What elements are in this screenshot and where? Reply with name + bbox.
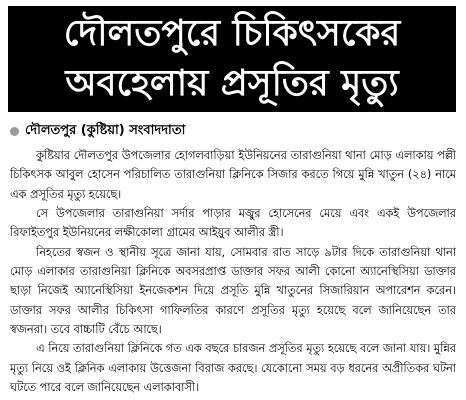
bullet-icon [10,127,19,136]
paragraph: কুষ্টিয়ার দৌলতপুর উপজেলার হোগলবাড়িয়া ইউনিয়নের তারাগুনিয়া থানা মোড় এলাকায় পল্লী চিকিৎসক আবুল হোসেন পরিচালিত তারাগুনিয়া ক্লিনিকে সিজার করতে গিয়ে মুন্নি খাতুন (২৪) নামে এক প্রসূতির মৃত্যু হয়েছে। [10,149,456,201]
paragraph: নিহতের স্বজন ও স্থানীয় সূত্রে জানা যায়, সোমবার রাত সাড়ে ৯টার দিকে তারাগুনিয়া থানা মোড় এলাকার তারাগুনিয়া ক্লিনিকে অবসরপ্রাপ্ত ডাক্তার সফর আলী কোনো অ্যানেস্থিসিয়া ডাক্তার ছাড়া নিজেই অ্যানেস্থিসিয়া ইনজেকশন দিয়ে প্রসূতি মুন্নি খাতুনের সিজারিয়ান অপারেশন করেন। ডাক্তার সফর আলীর চিকিৎসা গাফিলতির কারণে প্রসূতির মৃত্যু হয়েছে বলে জানিয়েছেন তার স্বজনরা। তবে বাচ্চাটি বেঁচে আছে। [10,245,456,337]
paragraph: সে উপজেলার তারাগুনিয়া সর্দার পাড়ার মজ্বুর হোসেনের মেয়ে এবং একই উপজেলার রিফাইতপুর ইউনিয়নের লক্ষীকোলা গ্রামের আইয়ুব আলীর স্ত্রী। [10,207,456,240]
byline-row [10,121,456,141]
headline-line-2: অবহেলায় প্রসূতির মৃত্যু [65,63,399,104]
headline-line-1: দৌলতপুরে চিকিৎসকের [63,13,401,54]
headline-box [8,6,456,112]
article-body [10,146,456,396]
paragraph: এ নিয়ে তারাগুনিয়া ক্লিনিকে গত এক বছরে চারজন প্রসূতির মৃত্যু হয়েছে বলে জানা যায়। মুন্নির মৃত্যু নিয়ে ওই ক্লিনিক এলাকায় উত্তেজনা বিরাজ করছে। যেকোনো সময় বড় ধরনের অপ্রীতিকর ঘটনা ঘটতে পারে বলে জানিয়েছেন এলাকাবাসী। [10,342,456,395]
byline: দৌলতপুর (কুষ্টিয়া) সংবাদদাতা [25,122,186,138]
